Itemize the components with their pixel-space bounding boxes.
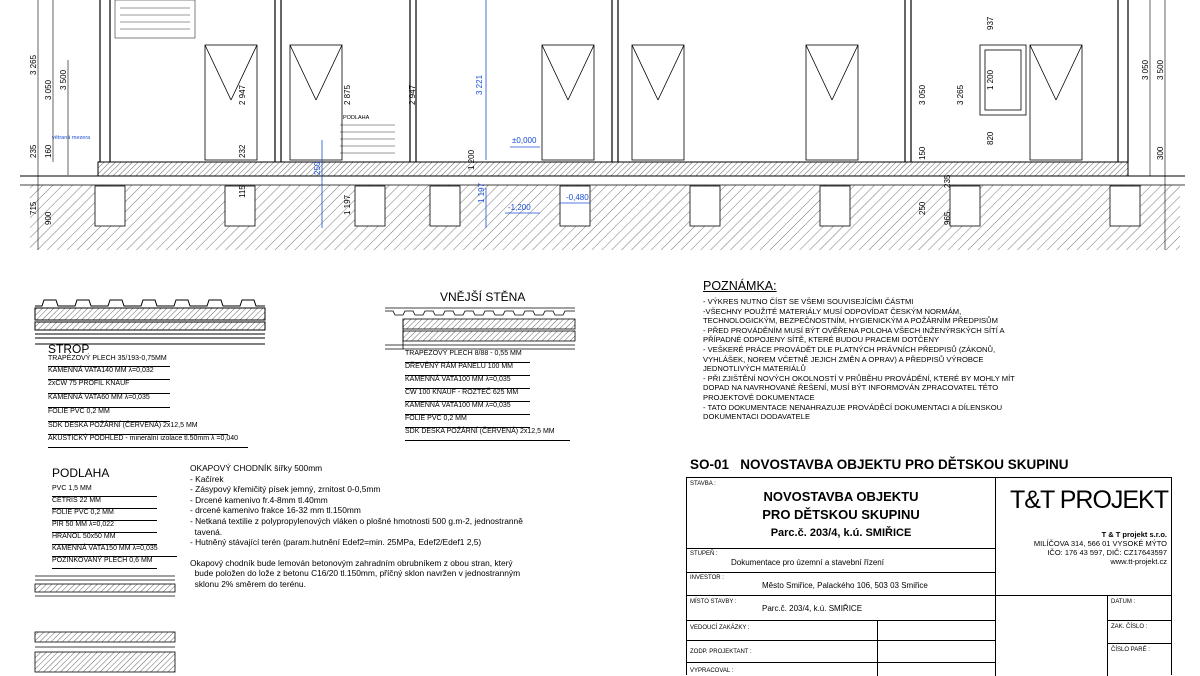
zodp-projektant-label: ZODP. PROJEKTANT : — [690, 649, 752, 655]
zak-cislo-label: ZAK. ČÍSLO : — [1111, 624, 1148, 630]
doors — [205, 45, 1082, 160]
chodnik-item: tavená. — [190, 526, 223, 537]
layer-label: HRANOL 50x50 MM — [52, 533, 157, 545]
walls — [100, 0, 1128, 162]
stupen-value: Dokumentace pro územní a stavební řízení — [731, 558, 884, 567]
dim-label: 1 200 — [467, 149, 476, 170]
dim-label: 900 — [44, 211, 53, 225]
layer-label: SDK DESKA POŽÁRNÍ (ČERVENÁ) 2x12,5 MM — [405, 428, 570, 441]
level-mark-minus480: -0,480 — [566, 193, 589, 202]
company-name: T & T projekt s.r.o. — [1101, 530, 1167, 539]
poznamka-line: - VEŠKERÉ PRÁCE PROVÁDĚT DLE PLATNÝCH PRÁVNÍCH PŘEDPISŮ (ZÁKONŮ, — [703, 344, 996, 354]
podlaha-layers — [52, 485, 177, 569]
poznamka-title: POZNÁMKA: — [703, 279, 777, 293]
company-ids: IČO: 176 43 597, DIČ: CZ17643597 — [1047, 548, 1167, 557]
poznamka-line: -VŠECHNY POUŽITÉ MATERIÁLY MUSÍ ODPOVÍDAT ČESKÝM NORMÁM, — [703, 306, 962, 316]
chodnik-title: OKAPOVÝ CHODNÍK šířky 500mm — [190, 463, 323, 473]
layer-label: TRAPÉZOVÝ PLECH 8/88 - 0,55 MM — [405, 350, 530, 363]
floor-slab — [98, 162, 1128, 176]
dim-label: 1 200 — [986, 69, 995, 90]
layer-label: FOLIE PVC 0,2 MM — [48, 408, 170, 422]
layer-label: KAMENNÁ VATA140 MM λ=0,032 — [48, 367, 170, 380]
dim-label: 2 875 — [343, 84, 352, 105]
misto-label: MÍSTO STAVBY : — [690, 599, 737, 605]
layer-label: KAMENNÁ VATA100 MM λ=0,035 — [405, 376, 530, 389]
layer-label: 2xCW 75 PROFIL KNAUF — [48, 380, 170, 394]
layer-label: DŘEVĚNÝ RÁM PANELU 100 MM — [405, 363, 530, 376]
layer-label: TRAPÉZOVÝ PLECH 35/193-0,75MM — [48, 355, 170, 367]
layer-label: PVC 1,5 MM — [52, 485, 157, 497]
dim-label: 250 — [313, 161, 322, 175]
chodnik-item: - Hutněný stávající terén (param.hutnění Edef2=min. 25MPa, Edef2/Edef1 2,5) — [190, 537, 482, 548]
dim-label: 2 947 — [238, 84, 247, 105]
dim-label: 232 — [238, 144, 247, 158]
poznamka-line: DOKUMENTACI DODAVATELE — [703, 412, 811, 422]
layer-label: AKUSTICKÝ PODHLED - minerální izolace tl.50mm λ =0,040 — [48, 435, 248, 448]
company-web: www.tt-projekt.cz — [1110, 557, 1167, 566]
layer-label: CW 100 KNAUF - ROZTEČ 625 MM — [405, 389, 530, 402]
dim-label: 3 265 — [956, 84, 965, 105]
dim-label: 235 — [29, 144, 38, 158]
dim-label: 115 — [238, 185, 247, 198]
layer-label: FOLIE PVC 0,2 MM — [405, 415, 530, 428]
titleblock — [686, 477, 1172, 675]
poznamka-line: - PŘI ZJIŠTĚNÍ NOVÝCH OKOLNOSTÍ V PRŮBĚHU PROVÁDĚNÍ, KTERÉ BY MOHLY MÍT — [703, 373, 1015, 383]
chodnik-item: - Kačírek — [190, 473, 224, 484]
datum-label: DATUM : — [1111, 599, 1136, 605]
chodnik-item: - Netkaná textilie z polypropylenových vláken o plošné hmotnosti 500 g.m-2, jednostranně — [190, 515, 523, 526]
stena-title: VNĚJŠÍ STĚNA — [440, 290, 526, 304]
layer-label: FOLIE PVC 0,2 MM — [52, 509, 157, 521]
poznamka-line: VYHLÁŠEK, NOREM VČETNĚ JEJICH ZMĚN A OPRAV) A PŘEDPISŮ VÝROBCE — [703, 354, 984, 364]
layer-label: SDK DESKA POŽÁRNÍ (ČERVENÁ) 2x12,5 MM — [48, 422, 228, 435]
poznamka-line: PROJEKTOVÉ DOKUMENTACE — [703, 392, 815, 402]
poznamka-line: - TATO DOKUMENTACE NENAHRAZUJE PROVÁDĚCÍ DOKUMENTACI A DÍLENSKOU — [703, 402, 1003, 412]
misto-value: Parc.č. 203/4, k.ú. SMIŘICE — [762, 604, 863, 613]
vedouci-label: VEDOUCÍ ZAKÁZKY : — [690, 625, 750, 631]
stena-layers — [405, 350, 570, 441]
cislo-pare-label: ČÍSLO PARÉ : — [1111, 647, 1150, 653]
poznamka-line: JEDNOTLIVÝCH MATERIÁLŮ — [703, 364, 806, 374]
chodnik-item: - Zásypový křemičitý písek jemný, zrnitost 0-0,5mm — [190, 484, 381, 495]
podlaha-title: PODLAHA — [52, 466, 110, 480]
dim-label: 1 197 — [477, 182, 486, 203]
level-mark-zero: ±0,000 — [512, 136, 537, 145]
terrain-hatch — [30, 185, 1180, 250]
level-mark-minus1200: -1,200 — [508, 203, 531, 212]
layer-label: KAMENNÁ VATA150 MM λ=0,035 — [52, 545, 177, 557]
layer-label: CETRIS 22 MM — [52, 497, 157, 509]
chodnik-block — [190, 463, 610, 590]
investor-label: INVESTOR : — [690, 575, 724, 581]
stavba-line2: PRO DĚTSKOU SKUPINU — [762, 507, 920, 522]
dim-label: 937 — [986, 16, 995, 30]
poznamka-line: TECHNOLOGICKÝM, BEZPEČNOSTNÍM, HYGIENICKÝM A POŽÁRNÍM PŘEDPISŮM — [703, 316, 998, 326]
chodnik-item: - drcené kamenivo frakce 16-32 mm tl.150mm — [190, 505, 361, 516]
layer-label: KAMENNÁ VATA60 MM λ=0,035 — [48, 394, 170, 408]
chodnik-paragraph-line: bude položen do lože z betonu C16/20 tl.150mm, příčný sklon navržen v jednostranným — [190, 568, 521, 579]
layer-label: PIR 50 MM λ=0,022 — [52, 521, 157, 533]
layer-label: POZINKOVANÝ PLECH 0,6 MM — [52, 557, 157, 569]
dim-label: 2 947 — [408, 84, 417, 105]
dim-label: 3 221 — [475, 74, 484, 95]
layer-label: KAMENNÁ VATA100 MM λ=0,035 — [405, 402, 530, 415]
stena-detail-drawing — [385, 305, 585, 355]
stavba-label: STAVBA : — [690, 481, 716, 487]
poznamka-block — [703, 279, 1033, 422]
investor-value: Město Smiřice, Palackého 106, 503 03 Smiřice — [762, 581, 928, 590]
building-section-drawing — [0, 0, 1200, 258]
vetrana-mezera-label: větraná mezera — [52, 135, 91, 141]
dim-label: 3 050 — [1141, 59, 1150, 80]
titleblock-heading: SO-01 NOVOSTAVBA OBJEKTU PRO DĚTSKOU SKUPINU — [690, 457, 1069, 472]
dim-label: 965 — [943, 211, 952, 225]
stavba-line1: NOVOSTAVBA OBJEKTU — [763, 489, 919, 504]
dim-label: 300 — [1156, 146, 1165, 160]
poznamka-line: - PŘED PROVÁDĚNÍM MUSÍ BÝT OVĚŘENA POLOHA VŠECH INŽENÝRSKÝCH SÍTÍ A — [703, 325, 1005, 335]
strop-layers — [48, 355, 248, 448]
dim-label: 715 — [29, 201, 38, 215]
podlaha-small-label: PODLAHA — [343, 115, 370, 121]
dim-label: 235 — [943, 174, 952, 188]
dim-label: 820 — [986, 131, 995, 145]
poznamka-line: PŘÍPADNÉ ODPOJENY SÍTĚ, KTERÉ BUDOU PRACEMI DOTČENY — [703, 335, 940, 345]
dim-label: 160 — [44, 144, 53, 158]
dim-label: 250 — [918, 201, 927, 215]
dim-label: 1 197 — [343, 194, 352, 215]
strop-title: STROP — [48, 342, 90, 356]
dim-label: 3 500 — [1156, 59, 1165, 80]
dim-label: 3 500 — [59, 69, 68, 90]
podlaha-detail-drawing — [30, 572, 180, 675]
chodnik-item: - Drcené kamenivo fr.4-8mm tl.40mm — [190, 494, 328, 505]
poznamka-line: DOPAD NA NAVRHOVANÉ ŘEŠENÍ, MUSÍ BÝT INFORMOVÁN ZPRACOVATEL TÉTO — [703, 383, 999, 393]
dim-label: 3 050 — [44, 79, 53, 100]
stupen-label: STUPEŇ : — [690, 551, 718, 557]
company-address: MILÍČOVA 314, 566 01 VYSOKÉ MÝTO — [1033, 539, 1167, 548]
poznamka-line: - VÝKRES NUTNO ČÍST SE VŠEMI SOUVISEJÍCÍMI ČÁSTMI — [703, 297, 914, 306]
vypracoval-label: VYPRACOVAL : — [690, 668, 734, 674]
dim-label: 150 — [918, 146, 927, 160]
company-logo: T&T PROJEKT — [1010, 486, 1169, 514]
dim-label: 3 050 — [918, 84, 927, 105]
stavba-line3: Parc.č. 203/4, k.ú. SMIŘICE — [770, 527, 912, 539]
chodnik-paragraph-line: Okapový chodník bude lemován betonovým zahradním obrubníkem z obou stran, který — [190, 557, 513, 568]
chodnik-paragraph-line: sklonu 2% směrem do terénu. — [190, 578, 306, 589]
dim-label: 3 265 — [29, 54, 38, 75]
